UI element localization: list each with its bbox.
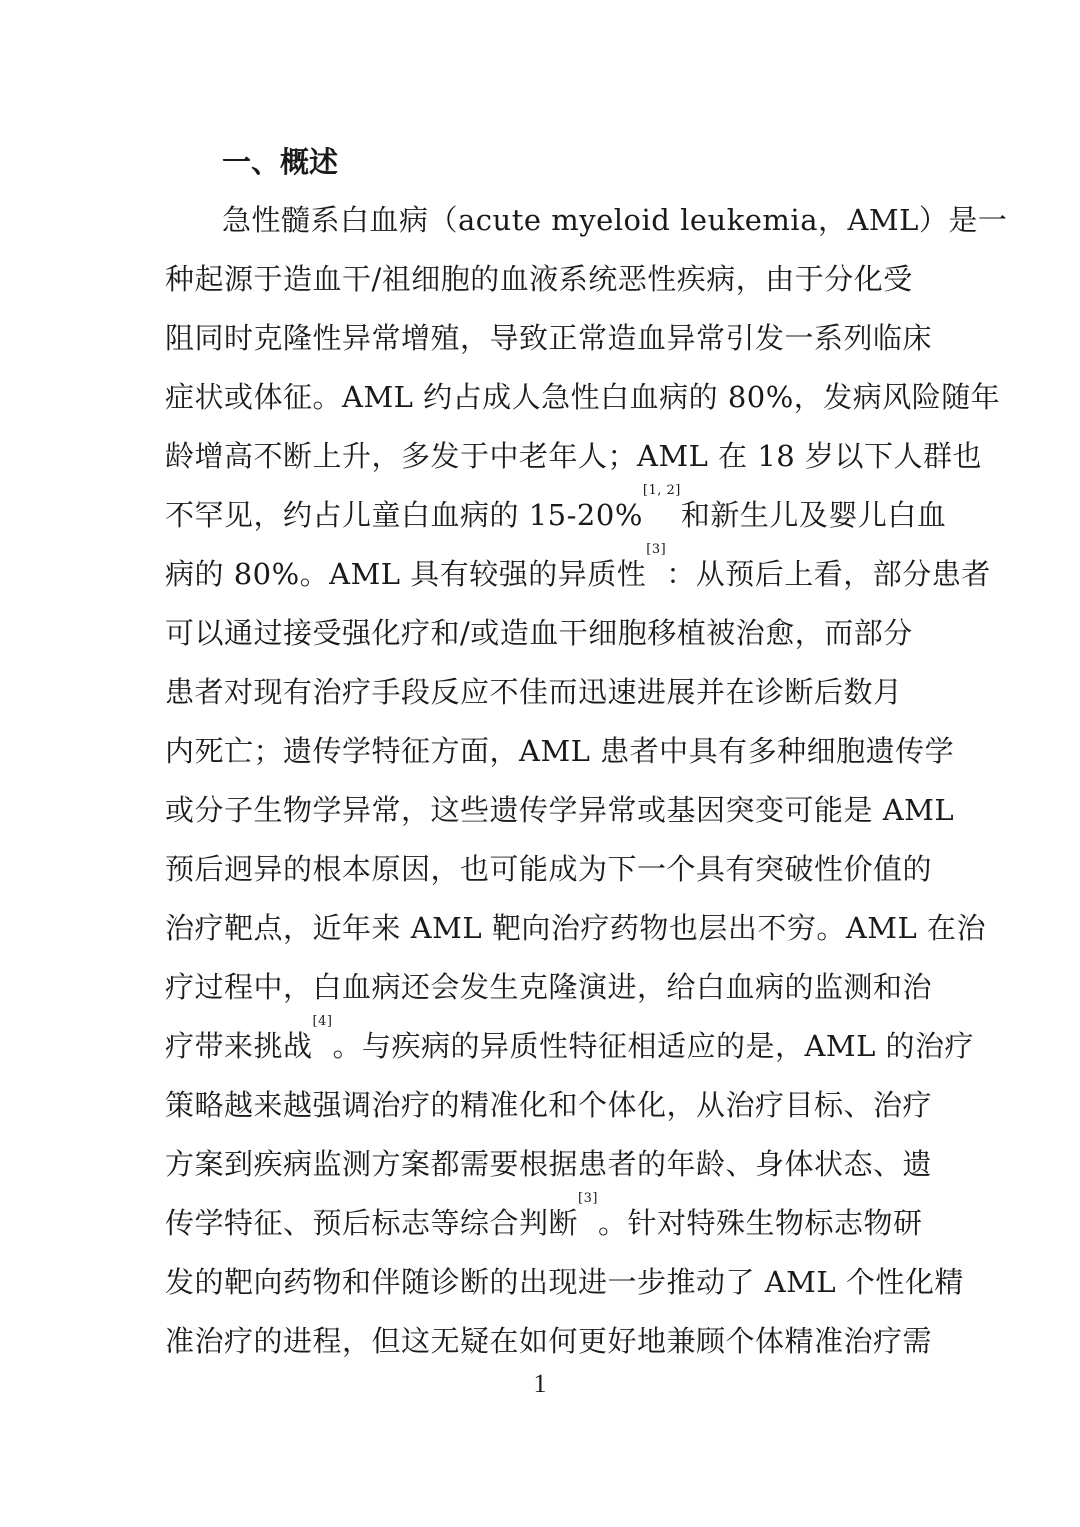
line-text: 策略越来越强调治疗的精准化和个体化，从治疗目标、治疗: [165, 1088, 933, 1122]
text-line: [165, 198, 1008, 257]
text-line: [165, 1083, 933, 1142]
citation-reference: [4]: [312, 1014, 333, 1029]
page-number: 1: [533, 1369, 547, 1398]
line-text: 传学特征、预后标志等综合判断: [165, 1206, 579, 1240]
text-line: [165, 670, 915, 729]
line-text: 准治疗的进程，但这无疑在如何更好地兼顾个体精准治疗需: [165, 1324, 933, 1358]
line-text: 急性髓系白血病（acute myeloid leukemia，AML）是一: [222, 203, 1008, 237]
text-line: [165, 611, 915, 670]
text-line: [165, 965, 933, 1024]
line-text: 症状或体征。AML 约占成人急性白血病的 80%，发病风险随年: [165, 380, 1001, 414]
line-text: 内死亡；遗传学特征方面，AML 患者中具有多种细胞遗传学: [165, 734, 955, 768]
text-line: [165, 434, 982, 493]
text-line: [165, 257, 915, 316]
text-line: [165, 1142, 933, 1201]
section-heading: 一、概述: [222, 145, 339, 179]
line-text: 疗过程中，白血病还会发生克隆演进，给白血病的监测和治: [165, 970, 933, 1004]
text-line: [165, 483, 947, 552]
line-text-continued: 。针对特殊生物标志物研: [597, 1206, 923, 1240]
text-line: [165, 1260, 964, 1319]
text-line: [165, 906, 986, 965]
line-text: 方案到疾病监测方案都需要根据患者的年龄、身体状态、遗: [165, 1147, 933, 1181]
line-text-continued: 和新生儿及婴儿白血: [680, 498, 947, 532]
line-text: 龄增高不断上升，多发于中老年人；AML 在 18 岁以下人群也: [165, 439, 982, 473]
text-line: [165, 847, 933, 906]
line-text-continued: 。与疾病的异质性特征相适应的是，AML 的治疗: [332, 1029, 975, 1063]
body-paragraph: [165, 198, 1008, 1378]
line-text-continued: ：从预后上看，部分患者: [666, 557, 991, 591]
text-line: [165, 375, 1001, 434]
text-line: [165, 788, 955, 847]
line-text: 患者对现有治疗手段反应不佳而迅速进展并在诊断后数月: [165, 675, 903, 709]
line-text: 或分子生物学异常，这些遗传学异常或基因突变可能是 AML: [165, 793, 955, 827]
line-text: 预后迥异的根本原因，也可能成为下一个具有突破性价值的: [165, 852, 933, 886]
line-text: 疗带来挑战: [165, 1029, 313, 1063]
citation-reference: [3]: [578, 1191, 598, 1206]
line-text: 可以通过接受强化疗和/或造血干细胞移植被治愈，而部分: [165, 616, 913, 650]
line-text: 治疗靶点，近年来 AML 靶向治疗药物也层出不穷。AML 在治: [165, 911, 986, 945]
citation-reference: [3]: [646, 542, 667, 557]
line-text: 病的 80%。AML 具有较强的异质性: [165, 557, 647, 591]
line-text: 发的靶向药物和伴随诊断的出现进一步推动了 AML 个性化精: [165, 1265, 964, 1299]
text-line: [165, 316, 933, 375]
text-line: [165, 1191, 923, 1260]
line-text: 阻同时克隆性异常增殖，导致正常造血异常引发一系列临床: [165, 321, 933, 355]
text-line: [165, 542, 991, 611]
line-text: 不罕见，约占儿童白血病的 15-20%: [165, 498, 643, 532]
citation-reference: [1, 2]: [642, 483, 681, 498]
text-line: [165, 1014, 975, 1083]
line-text: 种起源于造血干/祖细胞的血液系统恶性疾病，由于分化受: [165, 262, 913, 296]
text-line: [165, 729, 955, 788]
